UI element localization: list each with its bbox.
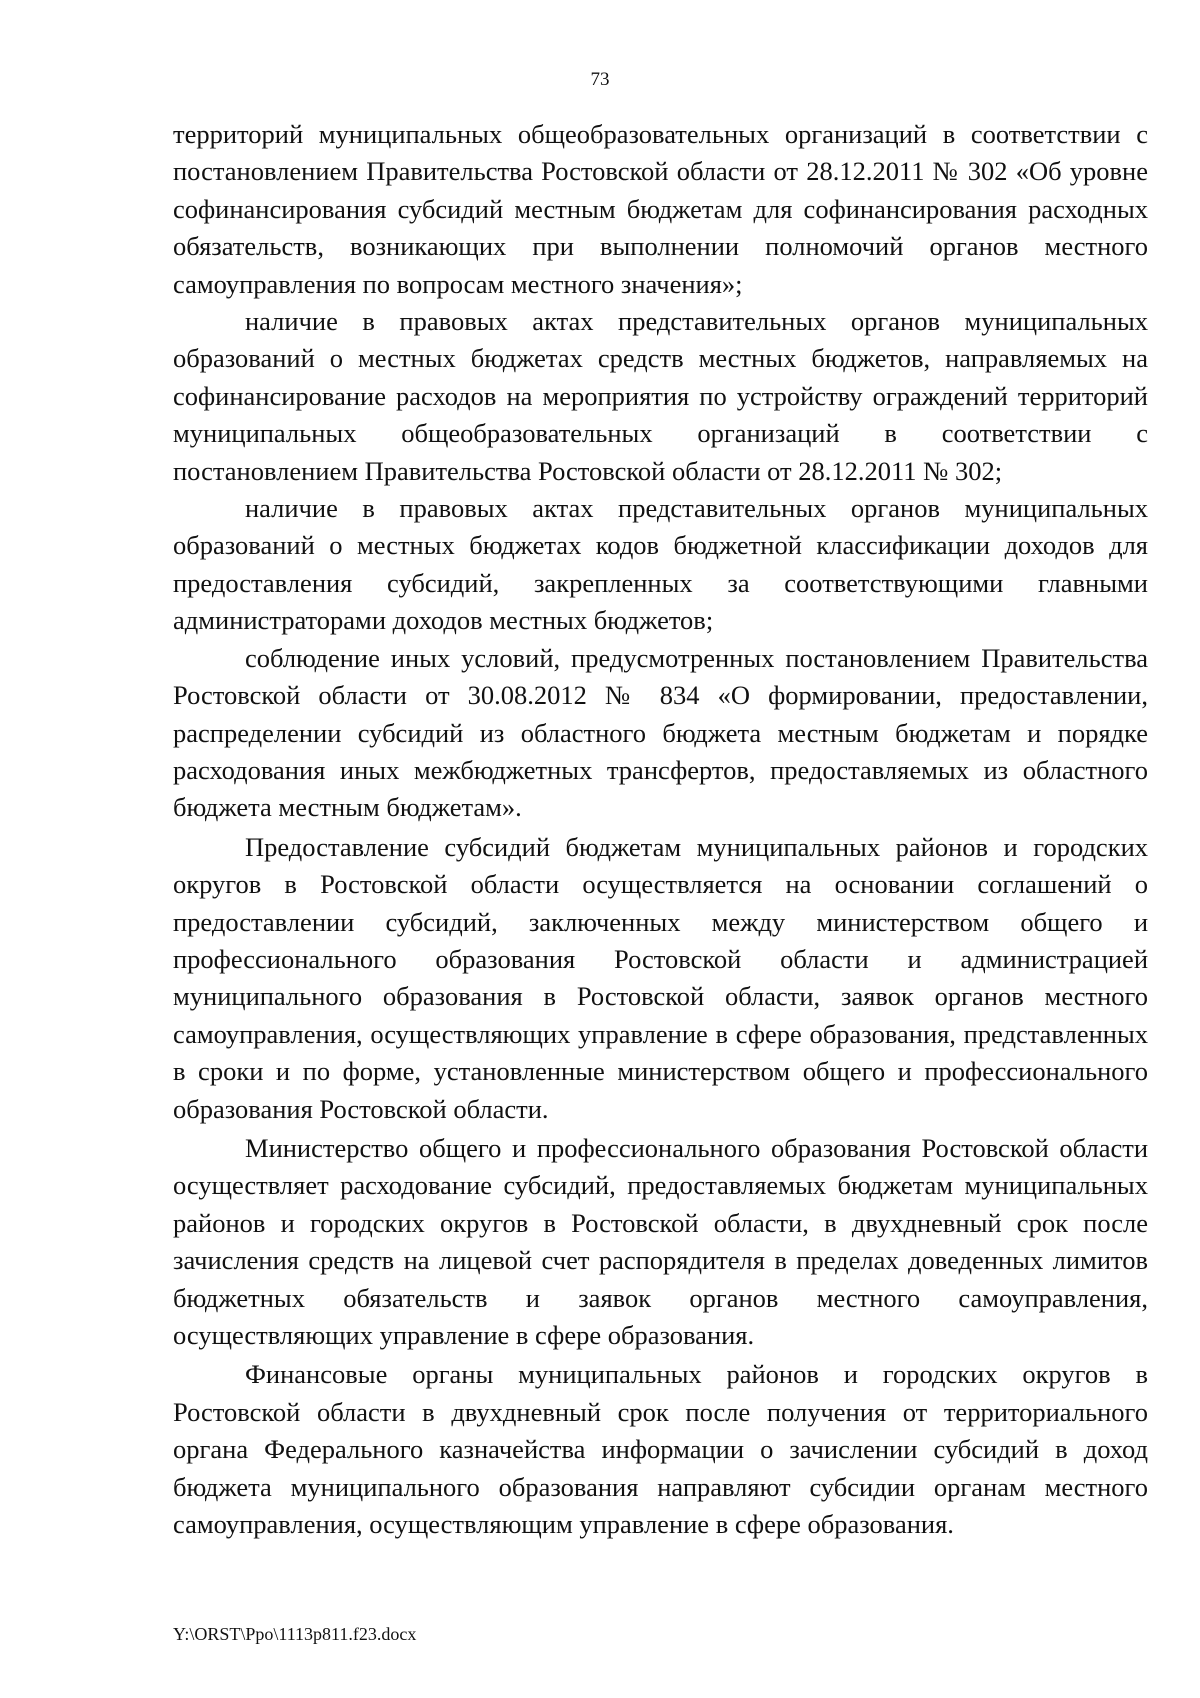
paragraph-condition-other: соблюдение иных условий, предусмотренных постановлением Правительства Ростовской области от 30.08.2012 № 834 «О формировании, предоставлении, распределении субсидий из областного бюджета местным бюджетам и порядке расходования иных межбюджетных трансфертов, предоставляемых из областного бюджета местным бюджетам». [173,642,1148,823]
page-number: 73 [590,69,610,90]
paragraph-subsidy-provision: Предоставление субсидий бюджетам муниципальных районов и городских округов в Ростовской области осуществляется на основании соглашений о предоставлении субсидий, заключенных между министерством общего и профессионального образования Ростовской области и администрацией муниципального образования в Ростовской области, заявок органов местного самоуправления, осуществляющих управление в сфере образования, представленных в сроки и по форме, установленные министерством общего и профессионального образования Ростовской области. [173,831,1148,1124]
document-body [173,116,1148,1543]
paragraph-continuation: территорий муниципальных общеобразовательных организаций в соответствии с постановлением Правительства Ростовской области от 28.12.2011 № 302 «Об уровне софинансирования субсидий местным бюджетам для софинансирования расходных обязательств, возникающих при выполнении полномочий органов местного самоуправления по вопросам местного значения»; [173,119,1148,299]
paragraph-financial-bodies: Финансовые органы муниципальных районов и городских округов в Ростовской области в двухдневный срок после получения от территориального органа Федерального казначейства информации о зачислении субсидий в доход бюджета муниципального образования направляют субсидии органам местного самоуправления, осуществляющим управление в сфере образования. [173,1359,1148,1540]
footer-file-path: Y:\ORST\Ppo\1113p811.f23.docx [173,1624,417,1644]
paragraph-ministry-spending: Министерство общего и профессионального образования Ростовской области осуществляет расходование субсидий, предоставляемых бюджетам муниципальных районов и городских округов в Ростовской области, в двухдневный срок после зачисления средств на лицевой счет распорядителя в пределах доведенных лимитов бюджетных обязательств и заявок органов местного самоуправления, осуществляющих управление в сфере образования. [173,1132,1148,1350]
paragraph-condition-cofinancing: наличие в правовых актах представительных органов муниципальных образований о местных бюджетах средств местных бюджетов, направляемых на софинансирование расходов на мероприятия по устройству ограждений территорий муниципальных общеобразовательных организаций в соответствии с постановлением Правительства Ростовской области от 28.12.2011 № 302; [173,306,1148,486]
paragraph-condition-budget-codes: наличие в правовых актах представительных органов муниципальных образований о местных бюджетах кодов бюджетной классификации доходов для предоставления субсидий, закрепленных за соответствующими главными администраторами доходов местных бюджетов; [173,493,1148,636]
